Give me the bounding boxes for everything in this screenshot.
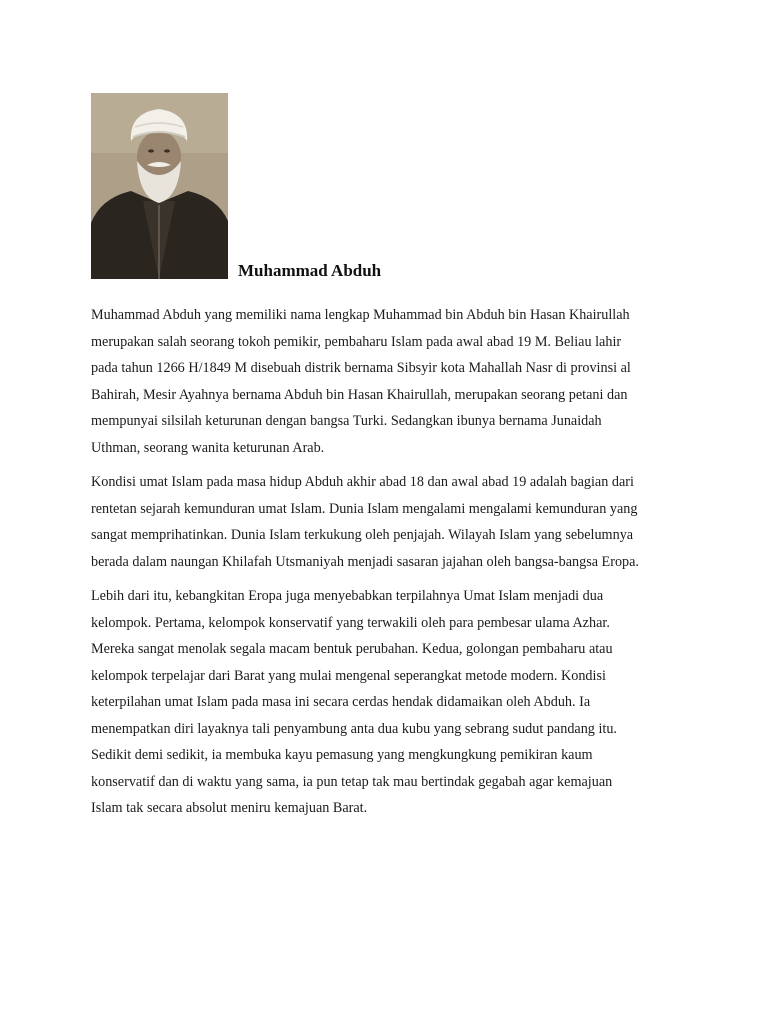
paragraph-1 [91, 302, 691, 461]
portrait-photo [91, 93, 228, 279]
text-line: Bahirah, Mesir Ayahnya bernama Abduh bin Hasan Khairullah, merupakan seorang petani dan [91, 386, 628, 403]
text-line: Mereka sangat menolak segala macam bentuk perubahan. Kedua, golongan pembaharu atau [91, 641, 613, 657]
paragraph-2 [91, 469, 691, 575]
text-line: Sedikit demi sedikit, ia membuka kayu pemasung yang mengkungkung pemikiran kaum [91, 747, 593, 763]
text-line: berada dalam naungan Khilafah Utsmaniyah menjadi sasaran jajahan oleh bangsa-bangsa Eropa. [91, 553, 639, 570]
portrait-photo-icon [91, 93, 228, 279]
text-line: keterpilahan umat Islam pada masa ini secara cerdas hendak didamaikan oleh Abduh. Ia [91, 694, 591, 710]
text-line: Kondisi umat Islam pada masa hidup Abduh akhir abad 18 dan awal abad 19 adalah bagian dari [91, 474, 634, 490]
text-line: Islam tak secara absolut meniru kemajuan Barat. [91, 800, 368, 816]
text-line: mempunyai silsilah keturunan dengan bangsa Turki. Sedangkan ibunya bernama Junaidah [91, 413, 602, 429]
text-line: Muhammad Abduh yang memiliki nama lengkap Muhammad bin Abduh bin Hasan Khairullah [91, 307, 630, 323]
text-line: kelompok. Pertama, kelompok konservatif yang terwakili oleh para pembesar ulama Azhar. [91, 614, 610, 631]
text-line: pada tahun 1266 H/1849 M disebuah distrik bernama Sibsyir kota Mahallah Nasr di provinsi al [91, 360, 631, 376]
text-line: rentetan sejarah kemunduran umat Islam. Dunia Islam mengalami mengalami kemunduran yang [91, 500, 638, 517]
article-body [91, 302, 691, 830]
text-line: kelompok terpelajar dari Barat yang mulai mengenal seperangkat metode modern. Kondisi [91, 667, 606, 684]
text-line: sangat memprihatinkan. Dunia Islam terkukung oleh penjajah. Wilayah Islam yang sebelumnya [91, 527, 634, 543]
text-line: Lebih dari itu, kebangkitan Eropa juga menyebabkan terpilahnya Umat Islam menjadi dua [91, 588, 604, 604]
text-line: Uthman, seorang wanita keturunan Arab. [91, 439, 325, 456]
text-line: konservatif dan di waktu yang sama, ia pun tetap tak mau bertindak gegabah agar kemajuan [91, 773, 613, 790]
paragraph-3 [91, 583, 691, 822]
text-line: menempatkan diri layaknya tali penyambung anta dua kubu yang sebrang sudut pandang itu. [91, 720, 617, 737]
text-line: merupakan salah seorang tokoh pemikir, pembaharu Islam pada awal abad 19 M. Beliau lahir [91, 333, 622, 350]
page-title: Muhammad Abduh [238, 261, 382, 280]
